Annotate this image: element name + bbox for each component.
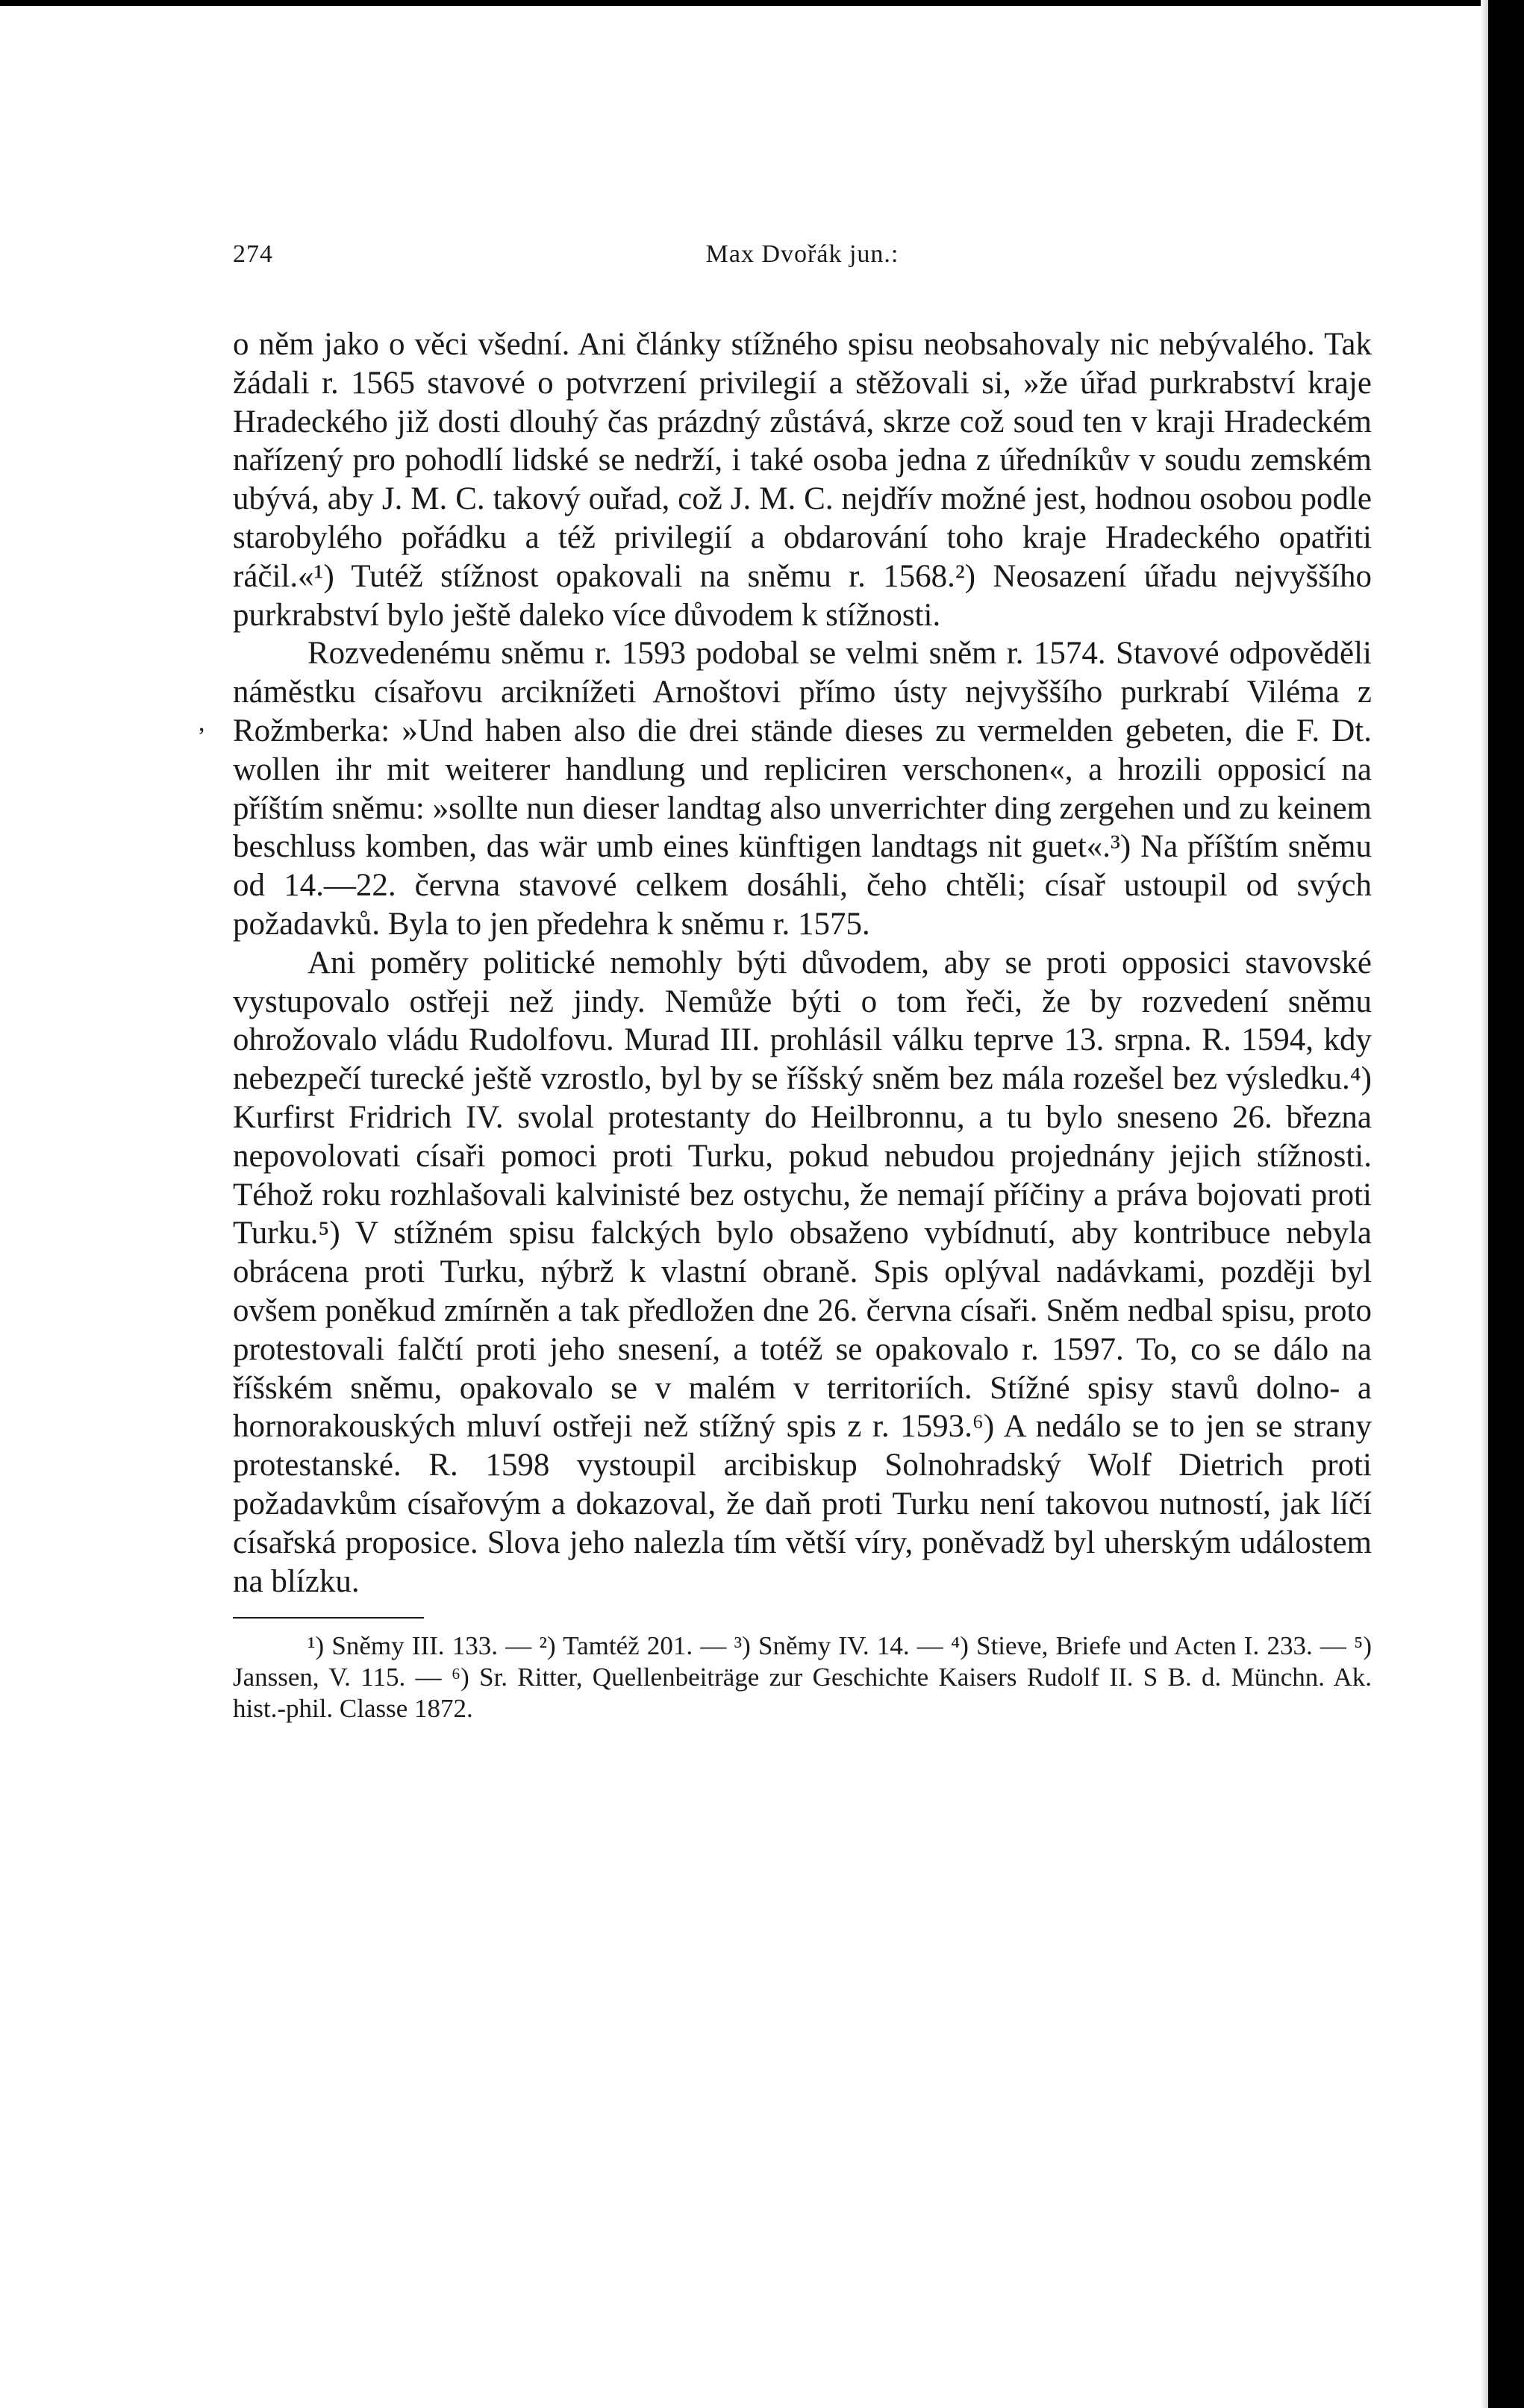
running-head [233,240,1372,285]
body-text [233,325,1372,1601]
scan-page-shadow [1481,0,1488,2408]
margin-mark: , [199,709,205,737]
paragraph-1: o něm jako o věci všední. Ani články stížného spisu neobsahovaly nic nebývalého. Tak žádali r. 1565 stavové o potvrzení privilegií a stěžovali si, »že úřad purkrabství kraje Hradeckého již dosti dlouhý čas prázdný zůstává, skrze což soud ten v kraji Hradeckém nařízený pro pohodlí lidské se nedrží, i také osoba jedna z úředníkův v soudu zemském ubývá, aby J. M. C. takový ouřad, což J. M. C. nejdřív možné jest, hodnou osobou podle starobylého pořádku a též privilegií a obdarování toho kraje Hradeckého opatřiti ráčil.«¹) Tutéž stížnost opakovali na sněmu r. 1568.²) Neosazení úřadu nejvyššího purkrabství bylo ještě daleko více důvodem k stížnosti. [233,327,1372,633]
page-number: 274 [233,240,273,268]
scan-border-right [1488,0,1524,2408]
footnote-text: ¹) Sněmy III. 133. — ²) Tamtéž 201. — ³) Sněmy IV. 14. — ⁴) Stieve, Briefe und Acten I. 233. — ⁵) Janssen, V. 115. — ⁶) Sr. Ritter, Quellenbeiträge zur Geschichte Kaisers Rudolf II. S B. d. Münchn. Ak. hist.-phil. Classe 1872. [233,1631,1372,1724]
scan-border-top [0,0,1524,6]
footnotes [233,1630,1372,1724]
book-page [233,240,1372,1724]
running-title: Max Dvořák jun.: [705,240,899,268]
paragraph-3: Ani poměry politické nemohly býti důvodem, aby se proti opposici stavovské vystupovalo ostřeji než jindy. Nemůže býti o tom řeči, že by rozvedení sněmu ohrožovalo vládu Rudolfovu. Murad III. prohlásil válku teprve 13. srpna. R. 1594, kdy nebezpečí turecké ještě vzrostlo, byl by se říšský sněm bez mála rozešel bez výsledku.⁴) Kurfirst Fridrich IV. svolal protestanty do Heilbronnu, a tu bylo sneseno 26. března nepovolovati císaři pomoci proti Turku, pokud nebudou projednány jejich stížnosti. Téhož roku rozhlašovali kalvinisté bez ostychu, že nemají příčiny a práva bojovati proti Turku.⁵) V stížném spisu falckých bylo obsaženo vybídnutí, aby kontribuce nebyla obrácena proti Turku, nýbrž k vlastní obraně. Spis oplýval nadávkami, později byl ovšem poněkud zmírněn a tak předložen dne 26. června císaři. Sněm nedbal spisu, proto protestovali falčtí proti jeho snesení, a totéž se opakovalo r. 1597. To, co se dálo na říšském sněmu, opakovalo se v malém v territoriích. Stížné spisy stavů dolno- a hornorakouských mluví ostřeji než stížný spis z r. 1593.⁶) A nedálo se to jen se strany protestanské. R. 1598 vystoupil arcibiskup Solnohradský Wolf Dietrich proti požadavkům císařovým a dokazoval, že daň proti Turku není takovou nutností, jak líčí císařská proposice. Slova jeho nalezla tím větší víry, poněvadž byl uherským událostem na blízku. [233,945,1372,1599]
footnote-rule [233,1617,424,1619]
paragraph-2: Rozvedenému sněmu r. 1593 podobal se velmi sněm r. 1574. Stavové odpověděli náměstku císařovu arciknížeti Arnoštovi přímo ústy nejvyššího purkrabí Viléma z Rožmberka: »Und haben also die drei stände dieses zu vermelden gebeten, die F. Dt. wollen ihr mit weiterer handlung und repliciren verschonen«, a hrozili opposicí na příštím sněmu: »sollte nun dieser landtag also unverrichter ding zergehen und zu keinem beschluss komben, das wär umb eines künftigen landtags nit guet«.³) Na příštím sněmu od 14.—22. června stavové celkem dosáhli, čeho chtěli; císař ustoupil od svých požadavků. Byla to jen předehra k sněmu r. 1575. [233,636,1372,942]
